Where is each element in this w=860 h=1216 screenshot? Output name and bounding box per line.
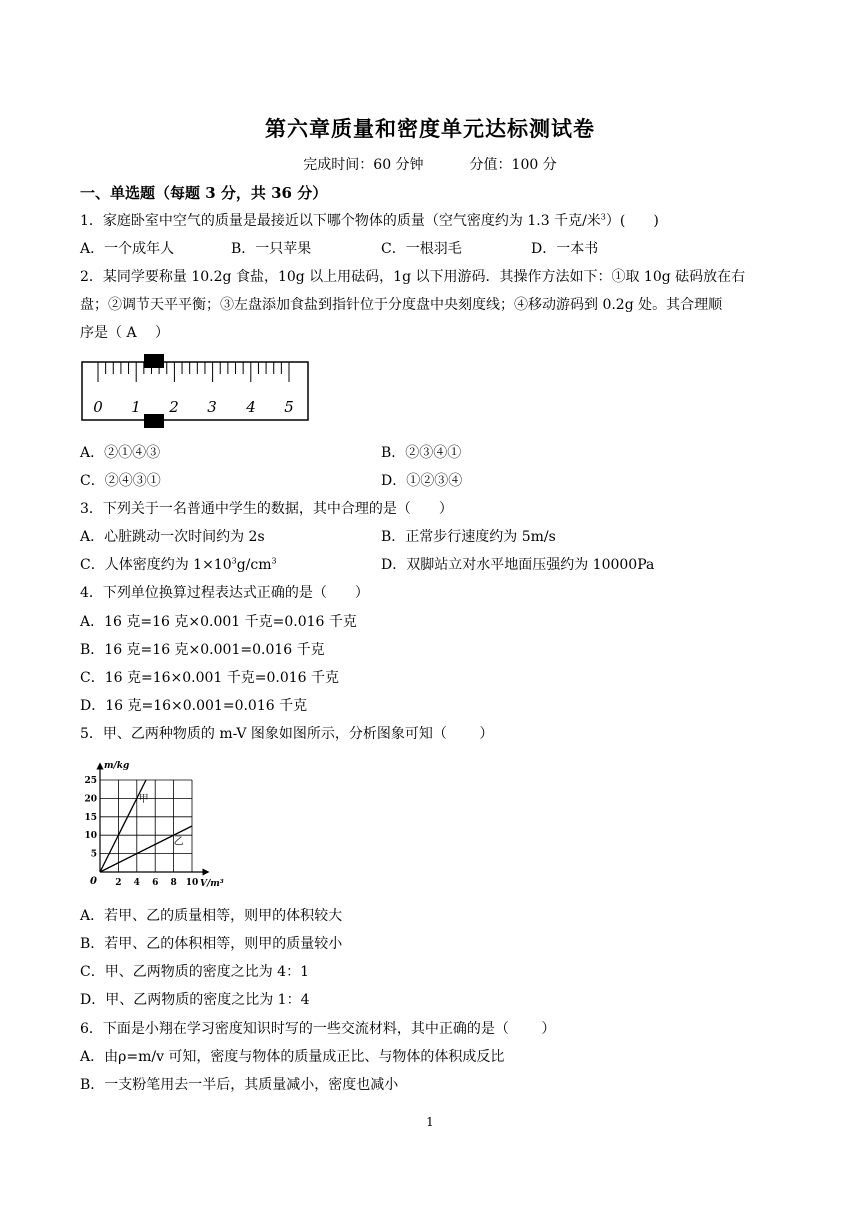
option-c: C．一根羽毛: [381, 241, 462, 257]
x-tick-label: 8: [170, 878, 177, 888]
option-b: B．一支粉笔用去一半后，其质量减小，密度也减小: [80, 1077, 399, 1093]
question-6-stem: 6．下面是小翔在学习密度知识时写的一些交流材料，其中正确的是（ ）: [80, 1021, 556, 1037]
question-2-line3: 序是（ A ）: [80, 325, 170, 341]
series-label: 甲: [138, 794, 149, 806]
question-2-line2: 盘；②调节天平平衡；③左盘添加食盐到指针位于分度盘中央刻度线；④移动游码到 0.2g 处。其合理顺: [80, 297, 723, 313]
section-title: 一、单选题（每题 3 分，共 36 分）: [80, 184, 328, 202]
rider-top: [144, 354, 164, 368]
option-a: A．②①④③: [80, 445, 161, 461]
exam-meta: [0, 154, 860, 174]
option-d: D．16 克=16×0.001=0.016 千克: [80, 698, 308, 714]
ruler-label: 5: [284, 398, 294, 416]
mv-chart: [82, 756, 242, 892]
option-a: A．心脏跳动一次时间约为 2s: [80, 529, 265, 545]
x-tick-label: 4: [133, 878, 140, 888]
option-c: C．16 克=16×0.001 千克=0.016 千克: [80, 670, 340, 686]
option-d: D．双脚站立对水平地面压强约为 10000Pa: [381, 557, 655, 573]
option-c: C．②④③①: [80, 473, 161, 489]
ruler-label: 3: [207, 398, 217, 416]
option-d: D．①②③④: [381, 473, 463, 489]
score-label: 分值：100 分: [469, 157, 557, 173]
question-3-stem: 3．下列关于一名普通中学生的数据，其中合理的是（ ）: [80, 501, 453, 517]
y-axis-label: m/kg: [104, 761, 130, 771]
ruler-label: 0: [93, 398, 103, 416]
y-tick-label: 25: [84, 776, 97, 786]
question-5-stem: 5．甲、乙两种物质的 m-V 图象如图所示，分析图象可知（ ）: [80, 726, 494, 742]
option-c: C．甲、乙两物质的密度之比为 4：1: [80, 964, 309, 980]
x-tick-label: 10: [185, 878, 199, 888]
question-1-stem: 1．家庭卧室中空气的质量是最接近以下哪个物体的质量（空气密度约为 1.3 千克/米$^3$）( ): [80, 212, 659, 229]
option-b: B．一只苹果: [231, 241, 312, 257]
ruler-label: 2: [169, 398, 179, 416]
origin-label: 0: [90, 876, 97, 887]
option-c: C．人体密度约为 $1\times 10^3g/cm^3$: [80, 556, 277, 573]
y-tick-label: 5: [90, 849, 97, 860]
ruler-label: 4: [246, 398, 256, 416]
option-a: A．16 克=16 克×0.001 千克=0.016 千克: [80, 614, 357, 630]
option-b: B．若甲、乙的体积相等，则甲的质量较小: [80, 936, 343, 952]
x-tick-label: 2: [115, 878, 122, 888]
x-axis-label: V/m³: [200, 879, 224, 889]
ruler-ticks: [98, 362, 289, 382]
time-label: 完成时间：60 分钟: [303, 157, 424, 173]
option-d: D．一本书: [531, 241, 599, 257]
series-lines: [100, 780, 192, 872]
question-4-stem: 4．下列单位换算过程表达式正确的是（ ）: [80, 585, 369, 601]
option-b: B．②③④①: [381, 445, 462, 461]
y-tick-label: 10: [84, 831, 97, 842]
option-a: A．若甲、乙的质量相等，则甲的体积较大: [80, 908, 343, 924]
series-label: 乙: [173, 836, 184, 848]
x-tick-label: 6: [152, 878, 159, 888]
question-2-line1: 2．某同学要称量 10.2g 食盐，10g 以上用砝码，1g 以下用游码．其操作方法如下：①取 10g 砝码放在右: [80, 269, 746, 285]
option-b: B．16 克=16 克×0.001=0.016 千克: [80, 642, 325, 658]
option-d: D．甲、乙两物质的密度之比为 1：4: [80, 992, 310, 1008]
rider-bottom: [144, 414, 164, 428]
page-number: 1: [426, 1115, 434, 1129]
page-title: 第六章质量和密度单元达标测试卷: [265, 116, 595, 141]
option-a: A．一个成年人: [80, 241, 175, 257]
series-line: [100, 826, 192, 872]
option-a: A．由ρ=m/v 可知，密度与物体的质量成正比、与物体的体积成反比: [80, 1049, 505, 1065]
balance-ruler-figure: [80, 352, 312, 430]
y-tick-label: 15: [84, 812, 97, 823]
ruler-label: 1: [131, 398, 141, 416]
y-tick-label: 20: [84, 794, 97, 805]
option-b: B．正常步行速度约为 5m/s: [381, 529, 556, 545]
